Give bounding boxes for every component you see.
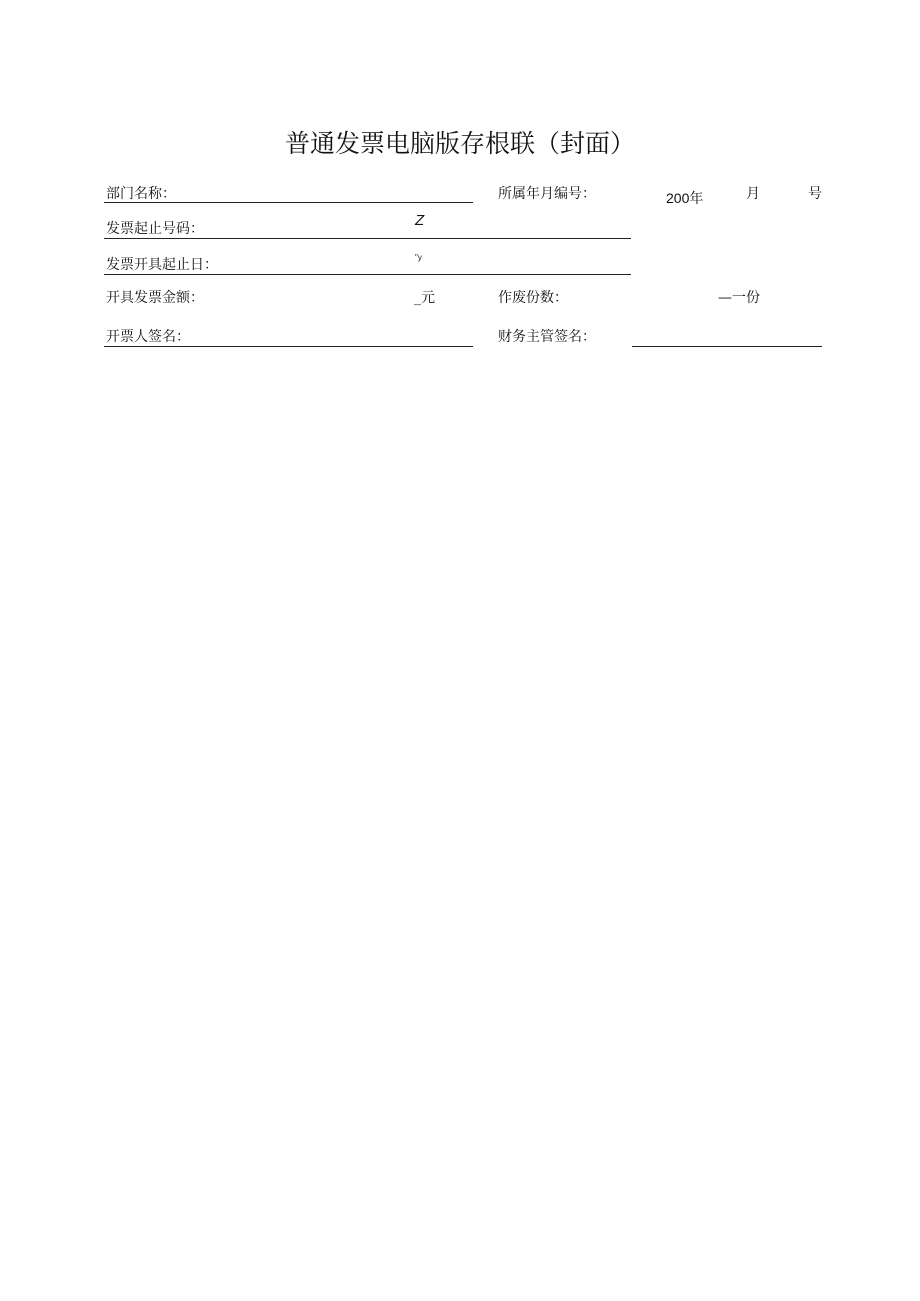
department-field-line[interactable] <box>104 202 473 203</box>
issue-dates-mark: "y <box>415 253 422 262</box>
issuer-signature-label: 开票人签名： <box>106 329 190 345</box>
period-label: 所属年月编号： <box>498 186 596 202</box>
issuer-signature-line[interactable] <box>104 346 473 347</box>
manager-signature-label: 财务主管签名： <box>498 329 596 345</box>
period-year: 200年 <box>666 190 704 206</box>
void-copies-label: 作废份数： <box>498 290 568 306</box>
page-title: 普通发票电脑版存根联（封面） <box>284 129 635 158</box>
issue-dates-label: 发票开具起止日： <box>106 257 218 273</box>
invoice-range-label: 发票起止号码： <box>106 221 204 237</box>
period-month: 月 <box>746 186 760 202</box>
void-copies-unit: —一份 <box>718 290 760 306</box>
issue-dates-field-line[interactable] <box>104 274 631 275</box>
manager-signature-line[interactable] <box>632 346 822 347</box>
period-number: 号 <box>808 186 822 202</box>
amount-unit: _元 <box>414 290 435 306</box>
invoice-range-field-line[interactable] <box>104 238 631 239</box>
department-label: 部门名称： <box>106 186 176 202</box>
invoice-range-mark: Z <box>415 212 425 229</box>
amount-label: 开具发票金额： <box>106 290 204 306</box>
